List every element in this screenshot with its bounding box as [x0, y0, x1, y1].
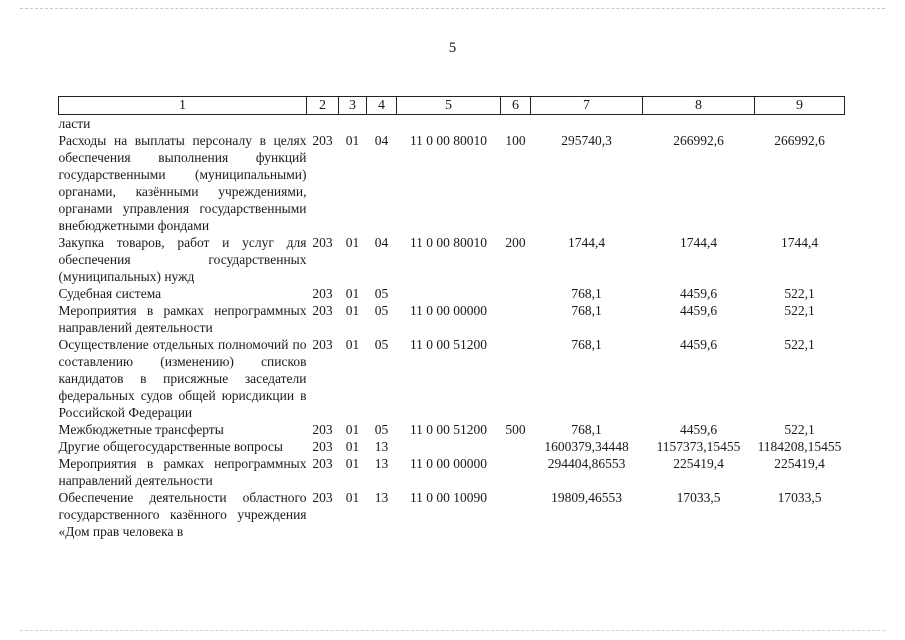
row-cell-col-4: 05	[374, 286, 389, 301]
row-cell-col-6: 200	[505, 235, 526, 250]
header-col-1: 1	[59, 97, 307, 115]
table-body	[59, 115, 845, 541]
row-cell-col-6: 500	[505, 422, 526, 437]
header-col-3: 3	[339, 97, 367, 115]
row-cell-col-6	[501, 115, 531, 133]
row-cell-col-4	[367, 115, 397, 133]
row-cell-col-2: 203	[312, 286, 333, 301]
header-row	[59, 97, 845, 115]
table-header	[59, 97, 845, 115]
row-cell-col-5: 11 0 00 00000	[409, 303, 488, 318]
row-name-cell: Мероприятия в рамках непрограммных направлений деятельности	[58, 303, 307, 335]
row-cell-col-5: 11 0 00 51200	[409, 337, 488, 352]
row-cell-col-7: 768,1	[571, 422, 602, 437]
row-cell-col-9: 266992,6	[774, 133, 825, 148]
row-cell-col-7: 294404,86553	[547, 456, 626, 471]
scan-edge-top	[20, 8, 885, 9]
row-cell-col-3: 01	[345, 133, 360, 148]
row-cell-col-2: 203	[312, 133, 333, 148]
row-cell-col-9: 522,1	[784, 286, 815, 301]
header-col-9: 9	[755, 97, 845, 115]
row-cell-col-6	[501, 302, 531, 336]
row-cell-col-8: 4459,6	[679, 286, 718, 301]
row-cell-col-3: 01	[345, 337, 360, 352]
row-cell-col-2: 203	[312, 235, 333, 250]
row-cell-col-9: 522,1	[784, 303, 815, 318]
row-cell-col-4: 05	[374, 303, 389, 318]
table-row	[59, 115, 845, 133]
row-cell-col-6	[501, 455, 531, 489]
table-row	[59, 421, 845, 438]
row-cell-col-7: 19809,46553	[551, 490, 622, 505]
row-cell-col-8: 266992,6	[673, 133, 724, 148]
table-row	[59, 285, 845, 302]
row-name-cell: Межбюджетные трансферты	[58, 422, 224, 437]
row-cell-col-3: 01	[345, 422, 360, 437]
row-name-cell: Мероприятия в рамках непрограммных направлений деятельности	[58, 456, 307, 488]
header-col-7: 7	[531, 97, 643, 115]
row-name-cell: Расходы на выплаты персоналу в целях обеспечения выполнения функций государственными (муниципальными) органами, казёнными учреждениями, органами управления государственными внебюджетными фондами	[58, 133, 307, 233]
row-name-cell: Другие общегосударственные вопросы	[58, 439, 283, 454]
row-cell-col-3: 01	[345, 286, 360, 301]
row-cell-col-8: 1157373,15455	[656, 439, 741, 454]
row-name-cell: Осуществление отдельных полномочий по составлению (изменению) списков кандидатов в присяжные заседатели федеральных судов общей юрисдикции в Российской Федерации	[58, 337, 307, 420]
row-cell-col-5: 11 0 00 80010	[409, 133, 488, 148]
table-row	[59, 234, 845, 285]
row-cell-col-2: 203	[312, 490, 333, 505]
row-cell-col-4: 13	[374, 490, 389, 505]
page-number: 5	[448, 40, 457, 56]
row-cell-col-9: 225419,4	[774, 456, 825, 471]
row-cell-col-4: 13	[374, 456, 389, 471]
row-cell-col-7: 295740,3	[561, 133, 612, 148]
row-cell-col-5: 11 0 00 80010	[409, 235, 488, 250]
row-cell-col-7	[531, 115, 643, 133]
row-cell-col-9: 1184208,15455	[757, 439, 842, 454]
header-col-4: 4	[367, 97, 397, 115]
row-cell-col-7: 768,1	[571, 337, 602, 352]
row-cell-col-8: 4459,6	[679, 303, 718, 318]
row-name-cell: ласти	[58, 116, 91, 131]
row-cell-col-9	[755, 115, 845, 133]
row-cell-col-5	[397, 285, 501, 302]
row-cell-col-6	[501, 336, 531, 421]
row-cell-col-7: 1600379,34448	[544, 439, 629, 454]
row-cell-col-9: 522,1	[784, 337, 815, 352]
row-cell-col-4: 04	[374, 133, 389, 148]
row-cell-col-5	[397, 438, 501, 455]
row-cell-col-8	[643, 115, 755, 133]
row-cell-col-9: 522,1	[784, 422, 815, 437]
row-cell-col-7: 768,1	[571, 286, 602, 301]
row-cell-col-3: 01	[345, 456, 360, 471]
table-row	[59, 336, 845, 421]
row-cell-col-2: 203	[312, 337, 333, 352]
scan-edge-bottom	[20, 630, 885, 631]
row-cell-col-3: 01	[345, 490, 360, 505]
row-cell-col-5: 11 0 00 00000	[409, 456, 488, 471]
row-cell-col-4: 13	[374, 439, 389, 454]
row-cell-col-2: 203	[312, 303, 333, 318]
row-cell-col-9: 1744,4	[780, 235, 819, 250]
row-cell-col-5: 11 0 00 51200	[409, 422, 488, 437]
row-cell-col-6	[501, 438, 531, 455]
row-cell-col-7: 1744,4	[567, 235, 606, 250]
budget-table	[58, 96, 845, 540]
row-cell-col-9: 17033,5	[777, 490, 822, 505]
row-cell-col-2: 203	[312, 439, 333, 454]
row-cell-col-2: 203	[312, 422, 333, 437]
header-col-5: 5	[397, 97, 501, 115]
row-cell-col-8: 4459,6	[679, 422, 718, 437]
row-cell-col-8: 225419,4	[673, 456, 724, 471]
row-cell-col-5	[397, 115, 501, 133]
row-cell-col-3	[339, 115, 367, 133]
table-row	[59, 438, 845, 455]
row-cell-col-2: 203	[312, 456, 333, 471]
row-cell-col-3: 01	[345, 235, 360, 250]
row-cell-col-5: 11 0 00 10090	[409, 490, 488, 505]
row-cell-col-7: 768,1	[571, 303, 602, 318]
row-cell-col-8: 1744,4	[679, 235, 718, 250]
header-col-8: 8	[643, 97, 755, 115]
row-cell-col-4: 05	[374, 422, 389, 437]
header-col-6: 6	[501, 97, 531, 115]
row-cell-col-4: 05	[374, 337, 389, 352]
row-cell-col-8: 4459,6	[679, 337, 718, 352]
table-row	[59, 455, 845, 489]
row-cell-col-4: 04	[374, 235, 389, 250]
row-name-cell: Закупка товаров, работ и услуг для обеспечения государственных (муниципальных) нужд	[58, 235, 307, 284]
row-cell-col-6: 100	[505, 133, 526, 148]
row-cell-col-3: 01	[345, 303, 360, 318]
row-cell-col-6	[501, 489, 531, 540]
table-row	[59, 489, 845, 540]
row-cell-col-3: 01	[345, 439, 360, 454]
row-cell-col-2	[307, 115, 339, 133]
table-row	[59, 302, 845, 336]
row-cell-col-6	[501, 285, 531, 302]
header-col-2: 2	[307, 97, 339, 115]
table-row	[59, 132, 845, 234]
row-name-cell: Судебная система	[58, 286, 162, 301]
row-cell-col-8: 17033,5	[676, 490, 721, 505]
row-name-cell: Обеспечение деятельности областного государственного казённого учреждения «Дом прав человека в	[58, 490, 307, 539]
